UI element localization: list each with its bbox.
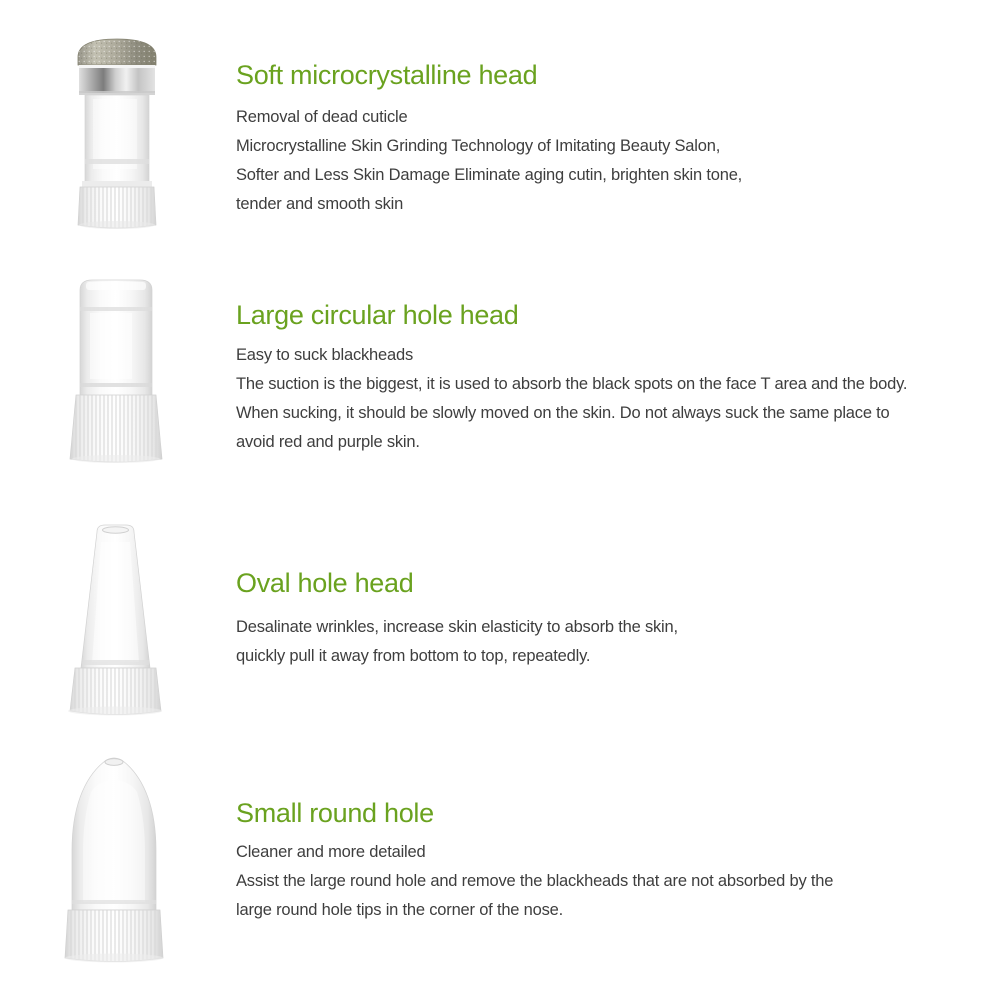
section-body-soft-microcrystalline bbox=[236, 103, 742, 219]
body-line: The suction is the biggest, it is used to absorb the black spots on the face T area and the body. bbox=[236, 375, 908, 393]
section-body-oval-hole bbox=[236, 613, 678, 671]
section-title-oval-hole: Oval hole head bbox=[236, 568, 414, 598]
product-image-oval-hole-head bbox=[61, 522, 170, 718]
section-body-large-circular-hole bbox=[236, 341, 907, 457]
body-line: Cleaner and more detailed bbox=[236, 843, 426, 861]
product-image-soft-microcrystalline-head bbox=[73, 35, 161, 231]
body-line: tender and smooth skin bbox=[236, 195, 404, 213]
body-line: Removal of dead cuticle bbox=[236, 108, 408, 126]
body-line: quickly pull it away from bottom to top, repeatedly. bbox=[236, 647, 591, 665]
body-line: avoid red and purple skin. bbox=[236, 433, 420, 451]
product-image-small-round-hole-head bbox=[57, 752, 172, 965]
product-image-large-circular-hole-head bbox=[66, 277, 166, 464]
body-line: Easy to suck blackheads bbox=[236, 346, 413, 364]
section-title-soft-microcrystalline: Soft microcrystalline head bbox=[236, 60, 538, 90]
section-title-large-circular-hole: Large circular hole head bbox=[236, 300, 519, 330]
section-body-small-round-hole bbox=[236, 838, 833, 925]
body-line: Assist the large round hole and remove the blackheads that are not absorbed by the bbox=[236, 872, 834, 890]
body-line: large round hole tips in the corner of the nose. bbox=[236, 901, 564, 919]
body-line: Softer and Less Skin Damage Eliminate aging cutin, brighten skin tone, bbox=[236, 166, 743, 184]
body-line: When sucking, it should be slowly moved on the skin. Do not always suck the same place to bbox=[236, 404, 890, 422]
body-line: Microcrystalline Skin Grinding Technology of Imitating Beauty Salon, bbox=[236, 137, 721, 155]
section-title-small-round-hole: Small round hole bbox=[236, 798, 434, 828]
body-line: Desalinate wrinkles, increase skin elasticity to absorb the skin, bbox=[236, 618, 678, 636]
